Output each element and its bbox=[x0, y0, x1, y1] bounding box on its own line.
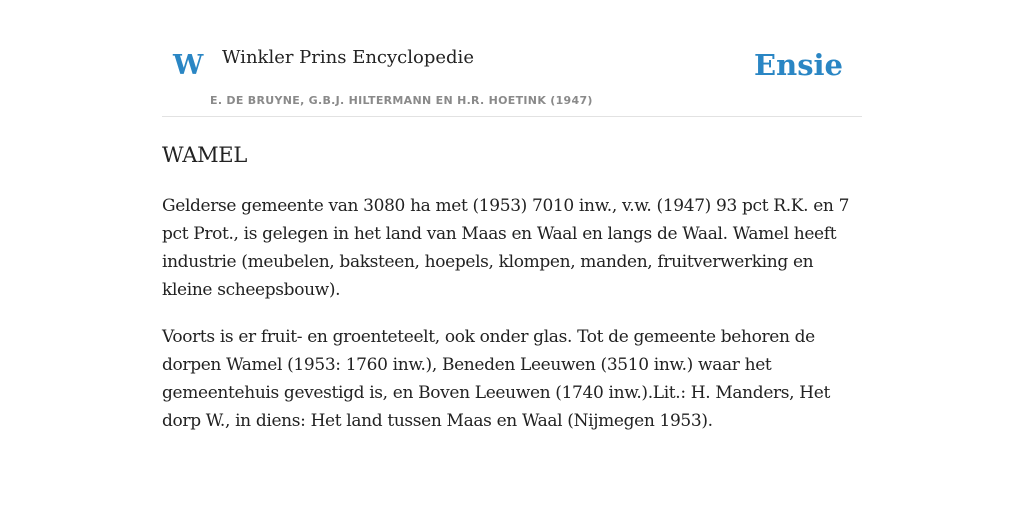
article bbox=[162, 140, 862, 435]
publication-logo[interactable]: W bbox=[173, 50, 204, 81]
article-body bbox=[162, 192, 862, 435]
page-header bbox=[162, 40, 862, 117]
article-paragraph: Gelderse gemeente van 3080 ha met (1953) 7010 inw., v.w. (1947) 93 pct R.K. en 7 pct Prot., is gelegen in het land van Maas en Waal en langs de Waal. Wamel heeft industrie (meubelen, baksteen, hoepels, klompen, manden, fruitverwerking en kleine scheepsbouw). bbox=[162, 196, 850, 300]
article-paragraph: Voorts is er fruit- en groenteteelt, ook onder glas. Tot de gemeente behoren de dorpen Wamel (1953: 1760 inw.), Beneden Leeuwen (3510 inw.) waar het gemeentehuis gevestigd is, en Boven Leeuwen (1740 inw.).Lit.: H. Manders, Het dorp W., in diens: Het land tussen Maas en Waal (Nijmegen 1953). bbox=[162, 327, 830, 431]
publication-authors: E. DE BRUYNE, G.B.J. HILTERMANN EN H.R. HOETINK (1947) bbox=[210, 94, 593, 107]
article-title: WAMEL bbox=[162, 143, 247, 167]
ensie-logo-link[interactable]: Ensie bbox=[754, 48, 843, 82]
publication-title[interactable]: Winkler Prins Encyclopedie bbox=[222, 47, 474, 68]
